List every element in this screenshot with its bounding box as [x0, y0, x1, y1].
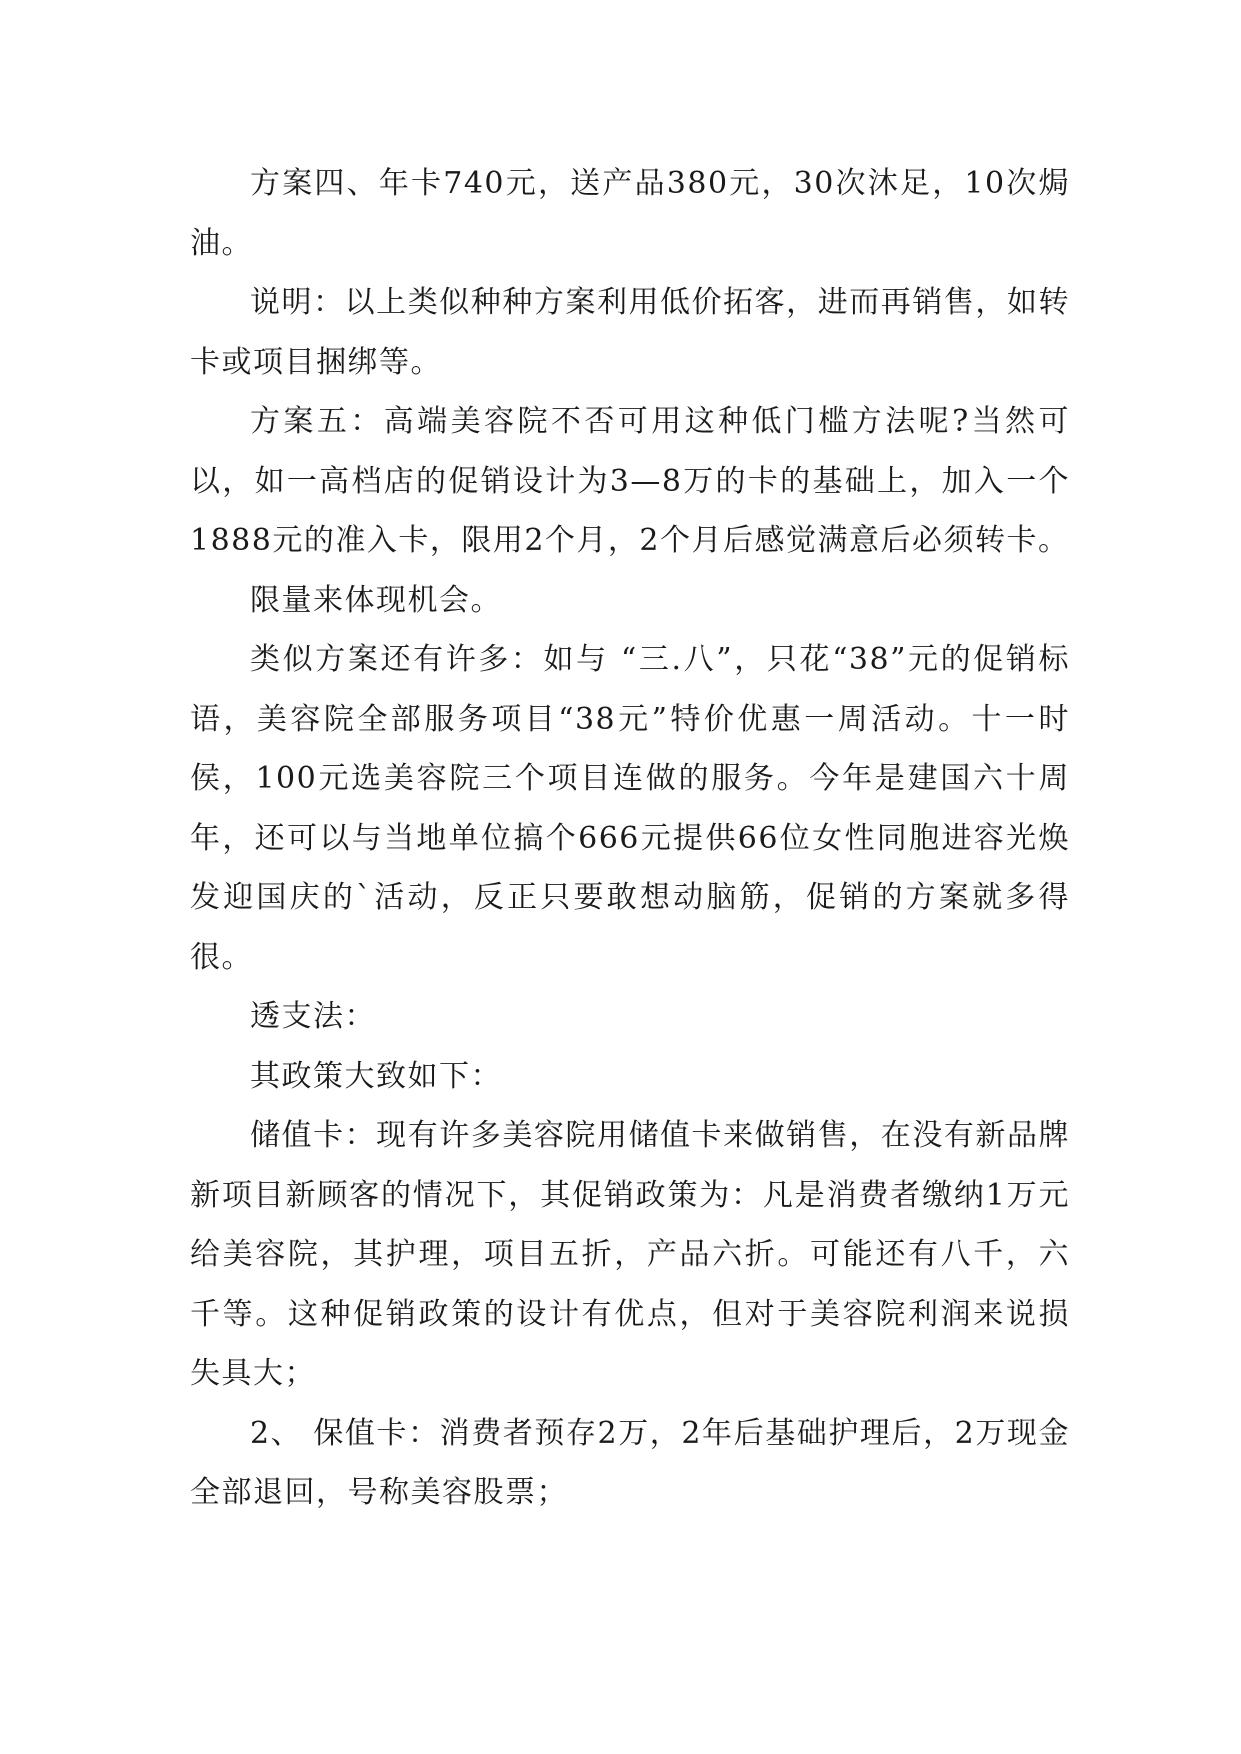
paragraph-similar-plans: 类似方案还有许多：如与 “三.八”，只花“38”元的促销标语，美容院全部服务项目“38元”特价优惠一周活动。十一时侯，100元选美容院三个项目连做的服务。今年是建国六十周年，还可以与当地单位搞个666元提供66位女性同胞进容光焕发迎国庆的`活动，反正只要敢想动脑筋，促销的方案就多得很。 [190, 642, 1070, 975]
paragraph-plan-four: 方案四、年卡740元，送产品380元，30次沐足，10次焗油。 [190, 166, 1070, 261]
paragraph-overdraft-method: 透支法： [250, 999, 376, 1034]
paragraph-stored-value-card: 储值卡：现有许多美容院用储值卡来做销售，在没有新品牌新项目新顾客的情况下，其促销政策为：凡是消费者缴纳1万元给美容院，其护理，项目五折，产品六折。可能还有八千，六千等。这种促销政策的设计有优点，但对于美容院利润来说损失具大； [190, 1118, 1070, 1391]
paragraph-limited-quantity: 限量来体现机会。 [250, 582, 502, 618]
paragraph-plan-five: 方案五：高端美容院不否可用这种低门槛方法呢?当然可以，如一高档店的促销设计为3—8万的卡的基础上，加入一个1888元的准入卡，限用2个月，2个月后感觉满意后必须转卡。 [190, 404, 1070, 558]
paragraph-policy-intro: 其政策大致如下： [250, 1058, 502, 1094]
document-body [190, 154, 1070, 1523]
paragraph-explanation: 说明：以上类似种种方案利用低价拓客，进而再销售，如转卡或项目捆绑等。 [190, 285, 1070, 380]
paragraph-value-preserving-card: 2、 保值卡：消费者预存2万，2年后基础护理后，2万现金全部退回，号称美容股票； [190, 1415, 1070, 1510]
